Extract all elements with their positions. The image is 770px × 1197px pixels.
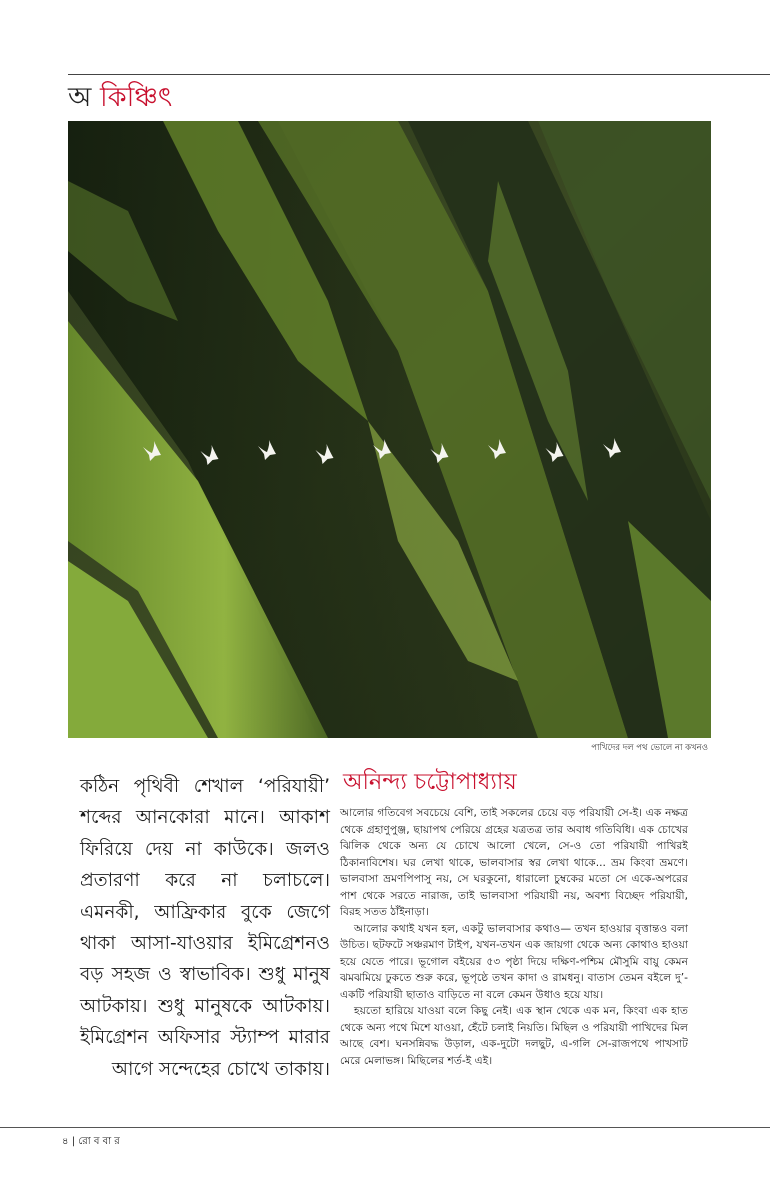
magazine-name: রো ব বা র xyxy=(78,1136,120,1147)
footer-separator: | xyxy=(71,1136,76,1147)
article-paragraph-3: হয়তো হারিয়ে যাওয়া বলে কিছু নেই। এক স্থান থেকে এক মন, কিংবা এক হাত থেকে অন্য পথে মিশে যাওয়া, হেঁটে চলাই নিয়তি। মিছিল ও পরিযায়ী পাখিদের মিল আছে বেশ। ঘনসন্নিবদ্ধ উড়াল, এক-দুটো দলছুট, এ-গলি সে-রাজপথে পাখসাট মেরে মেলাভঙ্গ। মিছিলের শর্ত-ই এই। xyxy=(340,1004,688,1067)
footer-rule xyxy=(0,1127,770,1128)
header-rule xyxy=(68,74,770,75)
author-byline: অনিন্দ্য চট্টোপাধ্যায় xyxy=(343,769,517,795)
photo-caption: পাখিদের দল পথ ভোলে না কখনও xyxy=(591,743,708,753)
page-footer xyxy=(62,1134,120,1151)
section-title xyxy=(68,80,172,116)
section-prefix: অ xyxy=(68,82,92,113)
lead-pullquote xyxy=(80,771,330,1085)
section-name: কিঞ্চিৎ xyxy=(99,82,173,113)
lead-text: কঠিন পৃথিবী শেখাল ‘পরিযায়ী’ শব্দের আনকোরা মানে। আকাশ ফিরিয়ে দেয় না কাউকে। জলও প্রতারণা করে না চলাচলে। এমনকী, আফ্রিকার বুকে জেগে থাকা আসা-যাওয়ার ইমিগ্রেশনও বড় সহজ ও স্বাভাবিক। শুধু মানুষ আটকায়। শুধু মানুষকে আটকায়। ইমিগ্রেশন অফিসার স্ট্যাম্প মারার আগে সন্দেহের চোখে তাকায়। xyxy=(80,776,330,1080)
hero-photo xyxy=(68,121,711,738)
article-paragraph-2: আলোর কথাই যখন হল, একটু ভালবাসার কথাও— তখন হাওয়ার বৃত্তান্তও বলা উচিত। ছটফটে সঞ্চরমাণ টাইপ, যখন-তখন এক জায়গা থেকে অন্য কোথাও হাওয়া হয়ে যেতে পারে। ভূগোল বইয়ের ৫৩ পৃষ্ঠা দিয়ে দক্ষিণ-পশ্চিম মৌসুমি বায়ু কেমন ঝমঝমিয়ে ঢুকতে শুরু করে, ভূপৃষ্ঠে তখন কাদা ও রামধনু। বাতাস তেমন বইলে দু’-একটি পরিযায়ী ছাতাও বাড়িতে না বলে কেমন উধাও হয়ে যায়। xyxy=(340,921,688,1001)
article-paragraph-1: আলোর গতিবেগ সবচেয়ে বেশি, তাই সকলের চেয়ে বড় পরিযায়ী সে-ই। এক নক্ষত্র থেকে গ্রহাণুপুঞ্জ, ছায়াপথ পেরিয়ে গ্রহের যত্রতত্র তার অবাধ গতিবিধি। এক চোখের ঝিলিক থেকে অন্য যে চোখে আলো খেলে, সে-ও তো পরিযায়ী পাখিরই ঠিকানাবিশেষ। ঘর লেখা থাকে, ভালবাসার স্বর লেখা থাকে... ভ্রম কিংবা ভ্রমণে। ভালবাসা ভ্রমণপিপাসু নয়, সে ঘরকুনো, ধারালো চুম্বকের মতো সে একে-অপরের পাশ থেকে সরতে নারাজ, তাই ভালবাসা পরিযায়ী নয়, অবশ্য বিচ্ছেদ পরিযায়ী, বিরহ সতত ঠাঁইনাড়া। xyxy=(340,806,688,918)
page-number: ৪ xyxy=(62,1136,69,1147)
article-body xyxy=(340,805,688,1069)
mountain-birds-image xyxy=(68,121,711,738)
